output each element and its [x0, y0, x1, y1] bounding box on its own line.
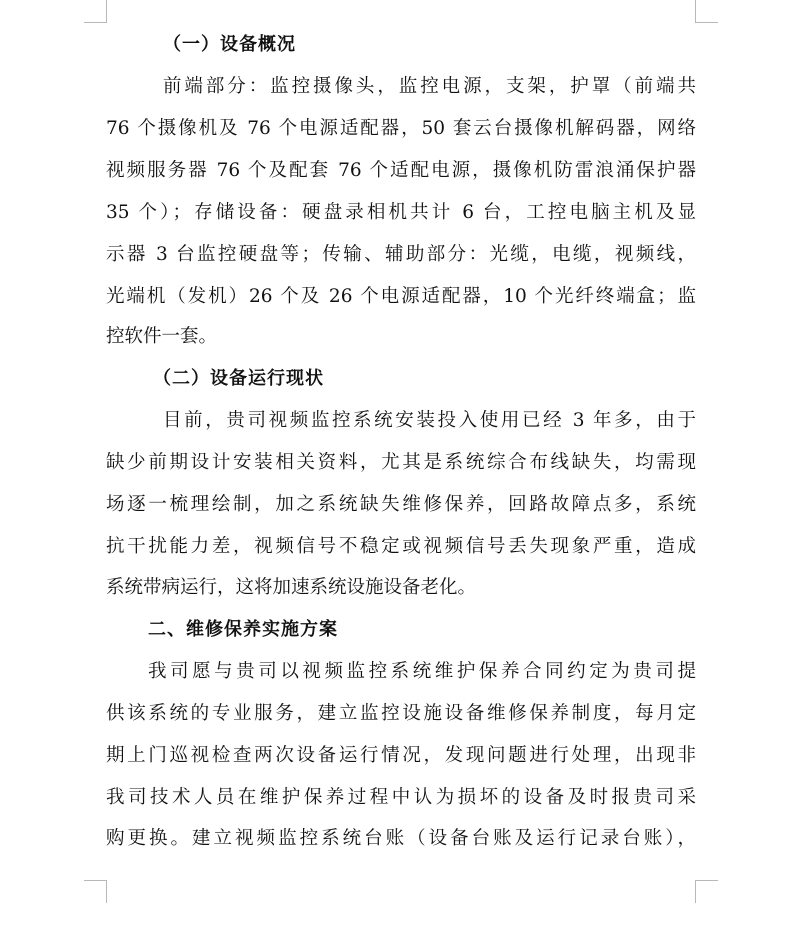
paragraph-line: 供该系统的专业服务，建立监控设施设备维修保养制度，每月定	[106, 703, 696, 724]
paragraph-line: 视频服务器 76 个及配套 76 个适配电源，摄像机防雷浪涌保护器	[106, 160, 696, 181]
paragraph-line: 示器 3 台监控硬盘等；传输、辅助部分：光缆，电缆，视频线，	[106, 244, 696, 265]
paragraph-line: 系统带病运行，这将加速系统设施设备老化。	[106, 577, 477, 598]
paragraph-line: 我司愿与贵司以视频监控系统维护保养合同约定为贵司提	[148, 661, 696, 682]
paragraph-line: 场逐一梳理绘制，加之系统缺失维修保养，回路故障点多，系统	[106, 494, 696, 515]
paragraph-line: 抗干扰能力差，视频信号不稳定或视频信号丢失现象严重，造成	[106, 536, 696, 557]
paragraph-line: 期上门巡视检查两次设备运行情况，发现问题进行处理，出现非	[106, 745, 696, 766]
paragraph-line: 我司技术人员在维护保养过程中认为损坏的设备及时报贵司采	[106, 787, 696, 808]
section-heading-maintenance-plan: 二、维修保养实施方案	[148, 619, 338, 640]
paragraph-line: 35 个）；存储设备：硬盘录相机共计 6 台，工控电脑主机及显	[106, 202, 696, 223]
paragraph-line: 目前，贵司视频监控系统安装投入使用已经 3 年多，由于	[163, 410, 696, 431]
paragraph-line: 缺少前期设计安装相关资料，尤其是系统综合布线缺失，均需现	[106, 452, 696, 473]
paragraph-line: 控软件一套。	[106, 326, 218, 347]
section-heading-equipment-status: （二）设备运行现状	[153, 368, 324, 389]
paragraph-line: 光端机（发机）26 个及 26 个电源适配器，10 个光纤终端盒；监	[106, 286, 696, 307]
section-heading-equipment-overview: （一）设备概况	[163, 34, 296, 55]
paragraph-line: 购更换。建立视频监控系统台账（设备台账及运行记录台账），	[106, 828, 696, 849]
paragraph-line: 前端部分：监控摄像头，监控电源，支架，护罩（前端共	[163, 76, 696, 97]
paragraph-line: 76 个摄像机及 76 个电源适配器，50 套云台摄像机解码器，网络	[106, 118, 696, 139]
